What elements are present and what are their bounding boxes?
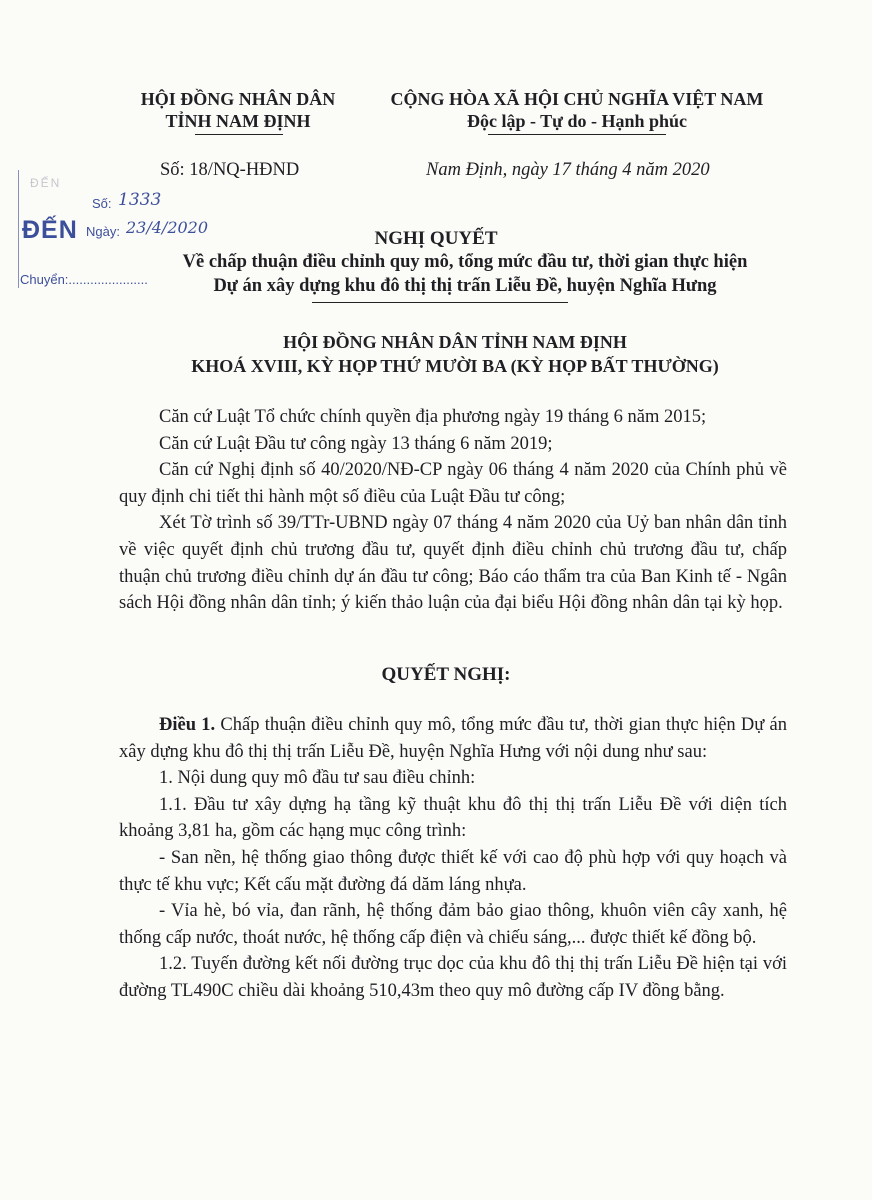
title-underline xyxy=(312,302,568,303)
decision-heading: QUYẾT NGHỊ: xyxy=(381,664,511,685)
national-title: CỘNG HÒA XÃ HỘI CHỦ NGHĨA VIỆT NAM xyxy=(390,89,764,109)
stamp-big-word: ĐẾN xyxy=(22,216,78,244)
stamp-ngay-label: Ngày: xyxy=(86,224,120,239)
stamp-top-text: ĐẾN xyxy=(30,176,62,190)
article-1-item-1-1: 1.1. Đầu tư xây dựng hạ tầng kỹ thuật khu đô thị thị trấn Liễu Đề với diện tích khoảng 3,81 ha, gồm các hạng mục công trình: xyxy=(119,794,787,842)
national-motto: Độc lập - Tự do - Hạnh phúc xyxy=(466,111,688,131)
document-subtitle-1: Về chấp thuận điều chỉnh quy mô, tổng mức đầu tư, thời gian thực hiện xyxy=(182,252,748,272)
stamp-chuyen: Chuyển:...................... xyxy=(20,272,148,287)
stamp-so-label: Số: xyxy=(92,196,112,211)
council-name: HỘI ĐỒNG NHÂN DÂN TỈNH NAM ĐỊNH xyxy=(283,332,627,352)
issuer-province: TỈNH NAM ĐỊNH xyxy=(165,111,311,131)
preamble xyxy=(119,404,787,617)
article-1-label: Điều 1. xyxy=(159,715,216,735)
place-date: Nam Định, ngày 17 tháng 4 năm 2020 xyxy=(426,160,710,180)
preamble-basis-2: Căn cứ Luật Đầu tư công ngày 13 tháng 6 năm 2019; xyxy=(159,433,553,454)
document-title: NGHỊ QUYẾT xyxy=(374,228,498,249)
preamble-basis-3: Căn cứ Nghị định số 40/2020/NĐ-CP ngày 06 tháng 4 năm 2020 của Chính phủ về quy định chi tiết thi hành một số điều của Luật Đầu tư công; xyxy=(119,460,787,507)
motto-underline xyxy=(488,134,666,135)
article-1-item-bullet-1: - San nền, hệ thống giao thông được thiết kế với cao độ phù hợp với quy hoạch và thực tế khu vực; Kết cấu mặt đường đá dăm láng nhựa. xyxy=(119,847,787,895)
council-session: KHOÁ XVIII, KỲ HỌP THỨ MƯỜI BA (KỲ HỌP BẤT THƯỜNG) xyxy=(191,356,719,376)
document-subtitle-2: Dự án xây dựng khu đô thị thị trấn Liễu Đề, huyện Nghĩa Hưng xyxy=(213,276,717,296)
preamble-basis-1: Căn cứ Luật Tổ chức chính quyền địa phương ngày 19 tháng 6 năm 2015; xyxy=(159,407,707,427)
issuer-name: HỘI ĐỒNG NHÂN DÂN xyxy=(140,89,336,109)
issuer-underline xyxy=(195,134,283,135)
preamble-consideration: Xét Tờ trình số 39/TTr-UBND ngày 07 tháng 4 năm 2020 của Uỷ ban nhân dân tỉnh về việc quyết định chủ trương đầu tư, quyết định điều chỉnh chủ trương đầu tư, chấp thuận chủ trương điều chỉnh dự án đầu tư công; Báo cáo thẩm tra của Ban Kinh tế - Ngân sách Hội đồng nhân dân tỉnh; ý kiến thảo luận của đại biểu Hội đồng nhân dân tại kỳ họp. xyxy=(119,513,787,614)
article-1-text: Chấp thuận điều chỉnh quy mô, tổng mức đầu tư, thời gian thực hiện Dự án xây dựng khu đô thị thị trấn Liễu Đề, huyện Nghĩa Hưng với nội dung như sau: xyxy=(119,715,787,762)
stamp-so-value: 1333 xyxy=(118,190,162,210)
article-1-item-bullet-2: - Vỉa hè, bó vỉa, đan rãnh, hệ thống đảm bảo giao thông, khuôn viên cây xanh, hệ thống cấp nước, thoát nước, hệ thống cấp điện và chiếu sáng,... được thiết kế đồng bộ. xyxy=(119,901,787,948)
doc-number: Số: 18/NQ-HĐND xyxy=(160,160,300,180)
stamp-ngay-value: 23/4/2020 xyxy=(126,218,209,237)
article-1 xyxy=(119,712,787,1005)
article-1-item-1: 1. Nội dung quy mô đầu tư sau điều chỉnh: xyxy=(159,768,476,789)
article-1-item-1-2: 1.2. Tuyến đường kết nối đường trục dọc của khu đô thị thị trấn Liễu Đề hiện tại với đường TL490C chiều dài khoảng 510,43m theo quy mô đường cấp IV đồng bằng. xyxy=(119,954,787,1001)
article-1-intro xyxy=(119,712,787,765)
